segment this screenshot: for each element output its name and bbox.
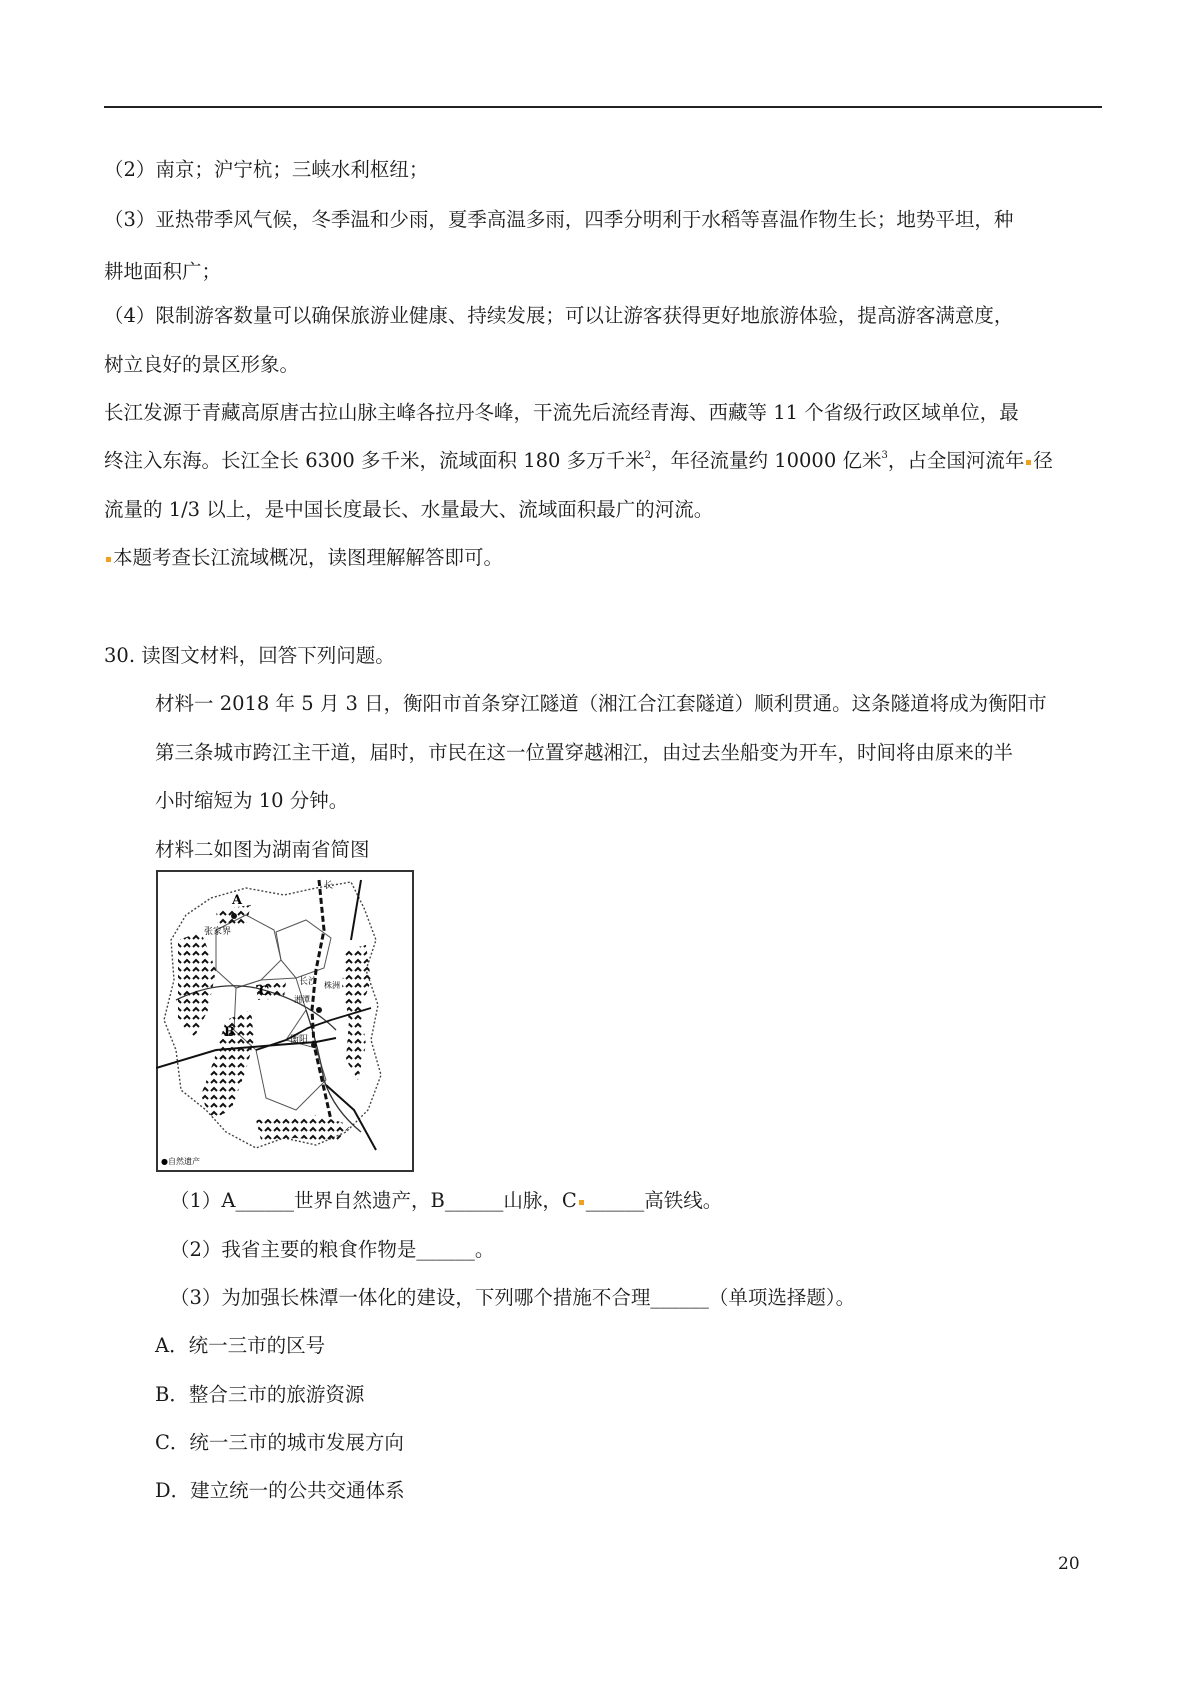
answer-2: （2）南京；沪宁杭；三峡水利枢纽； <box>104 158 429 181</box>
city-dot <box>311 1042 317 1048</box>
map-label-c: C <box>259 984 270 999</box>
question-3: （3）为加强长株潭一体化的建设，下列哪个措施不合理______（单项选择题）。 <box>170 1286 856 1309</box>
city-dot <box>316 1007 322 1013</box>
question-30-stem: 30. 读图文材料，回答下列问题。 <box>104 644 395 667</box>
map-city-xiangtan: 湘潭 <box>294 995 310 1004</box>
answer-3-line1: （3）亚热带季风气候，冬季温和少雨，夏季高温多雨，四季分明利于水稻等喜温作物生长；地势平坦，种 <box>104 208 1014 231</box>
map-label-a: A <box>232 893 243 908</box>
map-city-zhuzhou: 株洲 <box>324 981 340 990</box>
map-label-b: B <box>224 1025 235 1040</box>
answer-4-line2: 树立良好的景区形象。 <box>104 353 300 376</box>
answer-4-line1: （4）限制游客数量可以确保旅游业健康、持续发展；可以让游客获得更好地旅游体验，提高游客满意度， <box>104 304 1014 327</box>
explanation-line3: 流量的 1/3 以上，是中国长度最长、水量最大、流域面积最广的河流。 <box>104 498 714 521</box>
material-1-line2: 第三条城市跨江主干道，届时，市民在这一位置穿越湘江，由过去坐船变为开车，时间将由原来的半 <box>155 741 1014 764</box>
question-2: （2）我省主要的粮食作物是______。 <box>170 1238 495 1261</box>
option-c: C．统一三市的城市发展方向 <box>155 1431 404 1454</box>
heritage-dot <box>231 913 237 919</box>
explanation-line1: 长江发源于青藏高原唐古拉山脉主峰各拉丹冬峰，干流先后流经青海、西藏等 11 个省级行政区域单位，最 <box>104 401 1019 424</box>
map-top-label: 长 <box>324 881 334 891</box>
map-city-zhangjiajie: 张家界 <box>204 927 232 937</box>
option-b: B．整合三市的旅游资源 <box>155 1383 365 1406</box>
map-city-hengyang: 衡阳 <box>290 1035 309 1045</box>
material-1-line1: 材料一 2018 年 5 月 3 日，衡阳市首条穿江隧道（湘江合江套隧道）顺利贯通。这条隧道将成为衡阳市 <box>155 692 1047 715</box>
map-legend: ●自然遗产 <box>161 1157 200 1166</box>
header-rule <box>104 106 1102 108</box>
question-1: （1）A______世界自然遗产，B______山脉，C ______高铁线。 <box>170 1189 723 1212</box>
answer-3-line2: 耕地面积广； <box>104 260 222 283</box>
material-1-line3: 小时缩短为 10 分钟。 <box>155 789 349 812</box>
mark-dot <box>1026 460 1031 465</box>
explanation-line4: 本题考查长江流域概况，读图理解解答即可。 <box>104 548 503 568</box>
mark-dot <box>106 557 111 562</box>
hunan-map <box>156 870 414 1172</box>
page-number: 20 <box>1058 1554 1080 1574</box>
material-2-caption: 材料二如图为湖南省简图 <box>155 838 370 861</box>
option-d: D．建立统一的公共交通体系 <box>155 1479 405 1502</box>
explanation-line2: 终注入东海。长江全长 6300 多千米，流域面积 180 多万千米$^2$，年径流量约 10000 亿米$^3$，占全国河流年 径 <box>104 449 1053 472</box>
mark-dot <box>579 1200 584 1205</box>
option-a: A．统一三市的区号 <box>155 1334 326 1357</box>
map-city-changsha: 长沙 <box>299 977 318 987</box>
